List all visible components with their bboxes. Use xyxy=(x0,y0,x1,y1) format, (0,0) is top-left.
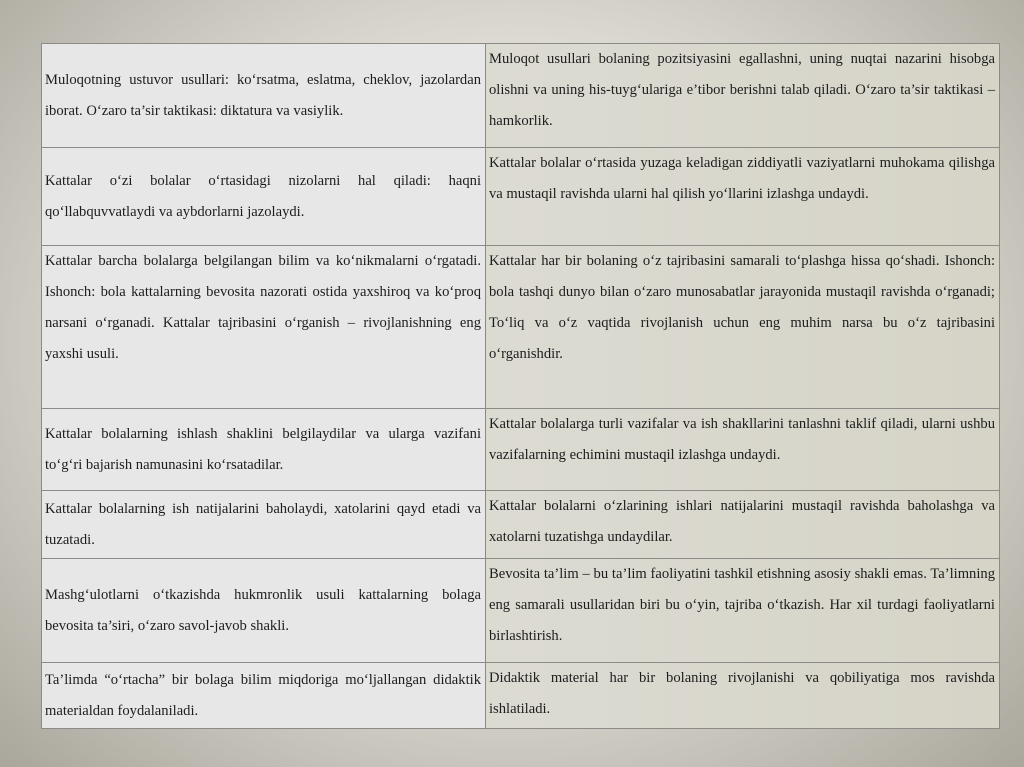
modern-approach-cell: Didaktik material har bir bolaning rivojlanishi va qobiliyatiga mos ravishda ishlatiladi. xyxy=(486,663,1000,729)
table-row xyxy=(42,409,1000,491)
table-row xyxy=(42,148,1000,246)
traditional-approach-cell: Kattalar barcha bolalarga belgilangan bilim va ko‘nikmalarni o‘rgatadi. Ishonch: bola kattalarning bevosita nazorati ostida yaxshiroq va ko‘proq narsani o‘rganadi. Kattalar tajribasini o‘rganish – rivojlanishning eng yaxshi usuli. xyxy=(42,246,486,409)
modern-approach-cell: Kattalar bolalar o‘rtasida yuzaga keladigan ziddiyatli vaziyatlarni muhokama qilishga va mustaqil ravishda ularni hal qilish yo‘llarini izlashga undaydi. xyxy=(486,148,1000,246)
traditional-approach-cell: Kattalar bolalarning ishlash shaklini belgilaydilar va ularga vazifani to‘g‘ri bajarish namunasini ko‘rsatadilar. xyxy=(42,409,486,491)
traditional-approach-cell: Kattalar o‘zi bolalar o‘rtasidagi nizolarni hal qiladi: haqni qo‘llabquvvatlaydi va aybdorlarni jazolaydi. xyxy=(42,148,486,246)
table-row xyxy=(42,559,1000,663)
modern-approach-cell: Muloqot usullari bolaning pozitsiyasini egallashni, uning nuqtai nazarini hisobga olishni va uning his-tuyg‘ulariga e’tibor berishni talab qiladi. O‘zaro ta’sir taktikasi – hamkorlik. xyxy=(486,44,1000,148)
modern-approach-cell: Kattalar bolalarga turli vazifalar va ish shakllarini tanlashni taklif qiladi, ularni ushbu vazifalarning echimini mustaqil izlashga undaydi. xyxy=(486,409,1000,491)
modern-approach-cell: Kattalar har bir bolaning o‘z tajribasini samarali to‘plashga hissa qo‘shadi. Ishonch: bola tashqi dunyo bilan o‘zaro munosabatlar jarayonida mustaqil ravishda o‘rganadi; To‘liq va o‘z vaqtida rivojlanish uchun eng muhim narsa bu o‘z tajribasini o‘rganishdir. xyxy=(486,246,1000,409)
table-row xyxy=(42,663,1000,729)
table-row xyxy=(42,44,1000,148)
modern-approach-cell: Bevosita ta’lim – bu ta’lim faoliyatini tashkil etishning asosiy shakli emas. Ta’limning eng samarali usullaridan biri bu o‘yin, tajriba o‘tkazish. Har xil turdagi faoliyatlarni birlashtirish. xyxy=(486,559,1000,663)
traditional-approach-cell: Kattalar bolalarning ish natijalarini baholaydi, xatolarini qayd etadi va tuzatadi. xyxy=(42,491,486,559)
table-row xyxy=(42,491,1000,559)
modern-approach-cell: Kattalar bolalarni o‘zlarining ishlari natijalarini mustaqil ravishda baholashga va xatolarni tuzatishga undaydilar. xyxy=(486,491,1000,559)
traditional-approach-cell: Muloqotning ustuvor usullari: ko‘rsatma, eslatma, cheklov, jazolardan iborat. O‘zaro ta’sir taktikasi: diktatura va vasiylik. xyxy=(42,44,486,148)
comparison-table xyxy=(41,43,1000,729)
table-row xyxy=(42,246,1000,409)
traditional-approach-cell: Mashg‘ulotlarni o‘tkazishda hukmronlik usuli kattalarning bolaga bevosita ta’siri, o‘zaro savol-javob shakli. xyxy=(42,559,486,663)
traditional-approach-cell: Ta’limda “o‘rtacha” bir bolaga bilim miqdoriga mo‘ljallangan didaktik materialdan foydalaniladi. xyxy=(42,663,486,729)
